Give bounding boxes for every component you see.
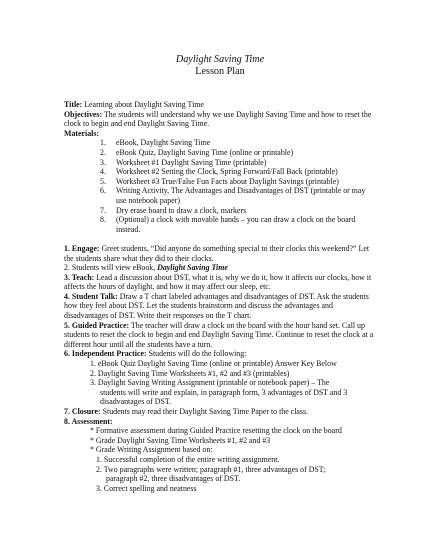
step-label: 3. Teach:: [64, 272, 95, 282]
title-line: [64, 100, 376, 110]
step-view-ebook: [64, 263, 376, 273]
list-item-text: Worksheet #3 True/False Fun Facts about Daylight Savings (printable): [116, 176, 339, 186]
materials-list: [64, 138, 376, 234]
list-item-text: Writing Activity, The Advantages and Disadvantages of DST (printable or may use notebook paper): [116, 186, 366, 205]
list-item-number: 7.: [100, 205, 106, 215]
list-item-number: 2.: [100, 147, 106, 157]
title-label: Title:: [64, 100, 83, 109]
list-item-number: 1.: [100, 138, 106, 148]
list-item-number: 4.: [100, 167, 106, 177]
document-subtitle: Lesson Plan: [195, 66, 245, 77]
step-text: 2. Students will view eBook,: [64, 263, 158, 273]
step-text: Students will do the following:: [146, 349, 247, 359]
list-item-text: Worksheet #1 Daylight Saving Time (printable): [116, 157, 267, 167]
lesson-content: [64, 100, 376, 493]
list-item: * Formative assessment during Guided Practice resetting the clock on the board: [90, 426, 342, 436]
objectives-label: Objectives:: [64, 109, 103, 119]
spacer: [64, 234, 376, 244]
list-item-text: Dry erase board to draw a clock, markers: [116, 205, 247, 215]
step-label: 5. Guided Practice:: [64, 320, 130, 330]
list-item: 3. Daylight Saving Writing Assignment (printable or notebook paper) – The: [90, 378, 330, 388]
document-title: Daylight Saving Time: [175, 54, 265, 65]
step-engage: [64, 244, 376, 263]
list-item: [100, 186, 376, 205]
step-label: 6. Independent Practice:: [64, 349, 147, 359]
step-text: The teacher will draw a clock on the board with the hour hand set. Call up students to reset the clock to begin and end Daylight Saving Time. Continue to reset the clock at a different hour until all the students have a turn.: [64, 320, 374, 349]
list-item-number: 6.: [100, 186, 106, 196]
step-closure: [64, 407, 376, 417]
step-text: Draw a T chart labeled advantages and disadvantages of DST. Ask the students how they feel about DST. Let the students brainstorm and discuss the advantages and disadvantages of DST. Write their responses on the T chart.: [64, 291, 369, 321]
step-text: Greet students, “Did anyone do something special to their clocks this weekend?” Let the students share what they did to their clocks.: [64, 243, 370, 263]
objectives-value: The students will understand why we use Daylight Saving Time and how to reset the clock to begin and end Daylight Saving Time.: [64, 109, 372, 129]
ebook-title: Daylight Saving Time: [157, 263, 228, 273]
step-label: 8. Assessment:: [64, 416, 113, 426]
list-item-text: Worksheet #2 Setting the Clock, Spring Forward/Fall Back (printable): [116, 167, 338, 177]
materials-heading: [64, 129, 376, 139]
list-item: [100, 206, 376, 216]
objectives-line: [64, 110, 376, 129]
step-label: 1. Engage:: [64, 243, 100, 253]
list-item: 3. Correct spelling and neatness: [96, 483, 197, 493]
title-value: Learning about Daylight Saving Time: [82, 100, 204, 109]
list-item: [100, 138, 376, 148]
step-text: Lead a discussion about DST, what it is, why we do it, how it affects our clocks, how it affects the hours of daylight, and how it may affect our sleep, etc.: [64, 272, 372, 292]
list-item-number: 3.: [100, 157, 106, 167]
materials-label: Materials:: [64, 128, 100, 138]
list-item: 2. Daylight Saving Time Worksheets #1, #2 and #3 (printables): [90, 368, 290, 378]
list-item-number: 8.: [100, 215, 106, 225]
step-teach: [64, 273, 376, 292]
list-item: [100, 148, 376, 158]
list-item: * Grade Writing Assignment based on:: [90, 445, 213, 455]
list-item: 1. Successful completion of the entire writing assignment.: [96, 454, 280, 464]
step-independent-practice: [64, 349, 376, 359]
step-label: 7. Closure:: [64, 407, 101, 416]
list-item-continuation: paragraph #2, three disadvantages of DST.: [106, 474, 241, 484]
list-item: [100, 177, 376, 187]
list-item-continuation: students will write and explain, in paragraph form, 3 advantages of DST and 3 disadvantages of DST.: [100, 387, 348, 407]
list-item: [100, 215, 376, 234]
list-item: 1. eBook Quiz Daylight Saving Time (online or printable) Answer Key Below: [90, 359, 337, 369]
step-assessment: [64, 417, 376, 427]
title-block: [64, 0, 376, 78]
list-item: [100, 158, 376, 168]
list-item: 2. Two paragraphs were written; paragraph #1, three advantages of DST;: [96, 464, 326, 474]
list-item-text: (Optional) a clock with movable hands – you can draw a clock on the board instead.: [116, 215, 356, 234]
list-item-number: 5.: [100, 176, 106, 186]
step-text: Students may read their Daylight Saving Time Paper to the class.: [100, 407, 309, 416]
list-item: * Grade Daylight Saving Time Worksheets #1, #2 and #3: [90, 435, 271, 445]
step-label: 4. Student Talk:: [64, 291, 118, 301]
list-item-text: eBook, Daylight Saving Time: [116, 138, 211, 148]
list-item-text: eBook Quiz, Daylight Saving Time (online or printable): [116, 147, 294, 157]
step-student-talk: [64, 292, 376, 321]
step-guided-practice: [64, 321, 376, 350]
list-item: [100, 167, 376, 177]
